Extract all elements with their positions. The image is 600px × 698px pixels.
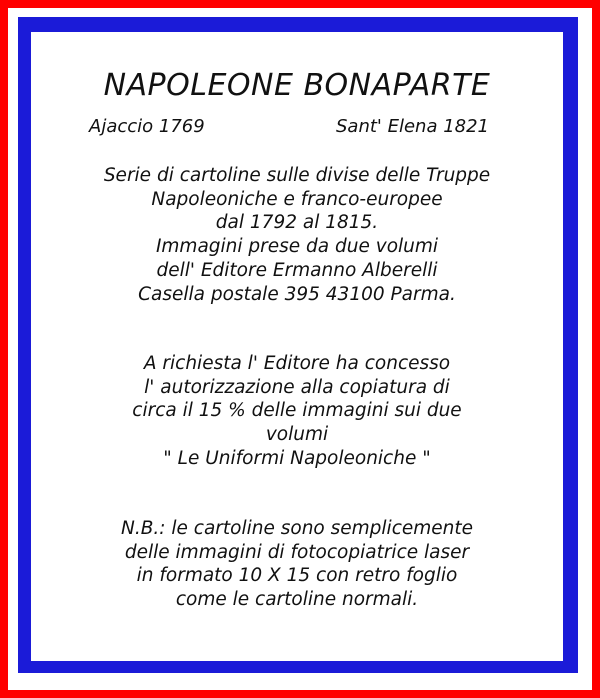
paragraph-line: in formato 10 X 15 con retro foglio [136,565,458,587]
document-title: NAPOLEONE BONAPARTE [103,68,491,103]
paragraph-line: volumi [265,424,329,446]
paragraph-line: N.B.: le cartoline sono semplicemente [120,518,474,539]
paragraph-line: dell' Editore Ermanno Alberelli [156,259,438,281]
paragraph-authorization [31,352,563,471]
paragraph-line: A richiesta l' Editore ha concesso [143,353,451,374]
paragraph-line: delle immagini di fotocopiatrice laser [124,541,470,563]
paragraph-line: circa il 15 % delle immagini sui due [132,400,462,422]
paragraph-line: Serie di cartoline sulle divise delle Truppe [103,165,491,186]
paragraph-line: Immagini prese da due volumi [155,236,439,258]
paragraph-line: l' autorizzazione alla copiatura di [144,376,450,398]
paragraph-note [31,517,563,612]
birth-place-date: Ajaccio 1769 [89,116,205,137]
paragraph-line: dal 1792 al 1815. [215,212,379,234]
paragraph-line: come le cartoline normali. [175,589,419,611]
paragraph-series-description [31,164,563,306]
paragraph-line: Casella postale 395 43100 Parma. [138,283,456,305]
paragraph-line: Napoleoniche e franco-europee [151,188,443,210]
death-place-date: Sant' Elena 1821 [336,116,490,137]
paragraph-line: " Le Uniformi Napoleoniche " [163,447,431,469]
document-card [31,32,563,661]
